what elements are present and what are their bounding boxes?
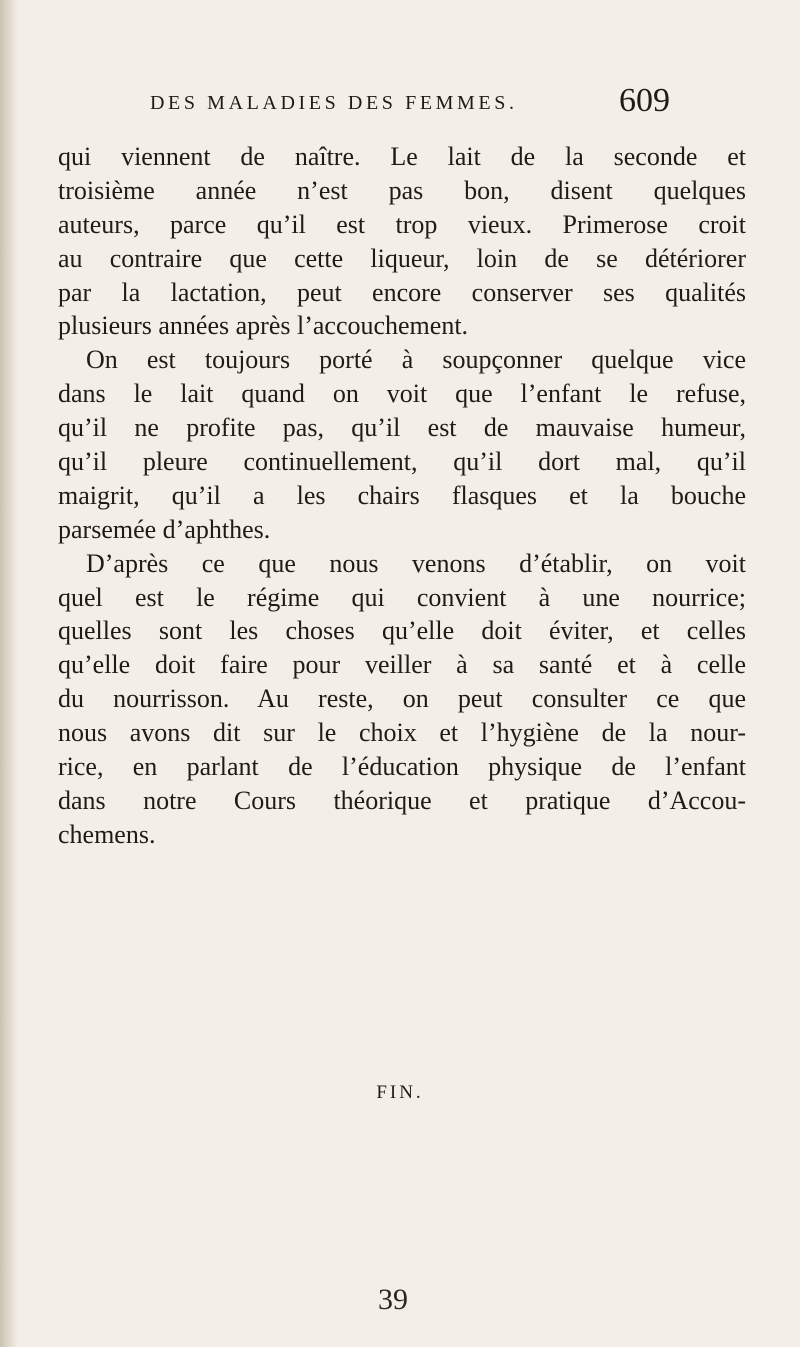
text-line: qu’il ne profite pas, qu’il est de mauvaise humeur, [58,413,746,443]
page-number: 609 [619,82,670,119]
text-line: maigrit, qu’il a les chairs flasques et la bouche [58,480,746,510]
text-line: On est toujours porté à soupçonner quelque vice [86,345,746,375]
text-line: rice, en parlant de l’éducation physique de l’enfant [58,752,746,782]
text-line: auteurs, parce qu’il est trop vieux. Primerose croit [58,209,746,239]
text-line: dans notre Cours théorique et pratique d’Accou- [58,785,746,815]
running-head [150,82,670,122]
text-line: parsemée d’aphthes. [58,514,271,544]
paragraph [58,547,746,852]
paragraph [58,140,746,343]
body-text [58,140,746,852]
text-line: D’après ce que nous venons d’établir, on voit [86,548,746,578]
running-title: DES MALADIES DES FEMMES. [150,92,518,114]
text-line: dans le lait quand on voit que l’enfant le refuse, [58,379,746,409]
text-line: par la lactation, peut encore conserver ses qualités [58,277,746,307]
text-line: nous avons dit sur le choix et l’hygiène de la nour- [58,718,746,748]
paragraph [58,343,746,546]
text-line: qu’il pleure continuellement, qu’il dort mal, qu’il [58,447,746,477]
text-line: troisième année n’est pas bon, disent quelques [58,175,746,205]
text-line: chemens. [58,819,156,849]
closing-fin: FIN. [376,1082,424,1103]
text-line: au contraire que cette liqueur, loin de se détériorer [58,243,746,273]
signature-mark: 39 [378,1283,408,1316]
text-line: plusieurs années après l’accouchement. [58,311,469,341]
text-line: quelles sont les choses qu’elle doit éviter, et celles [58,616,746,646]
text-line: qu’elle doit faire pour veiller à sa santé et à celle [58,650,746,680]
text-line: du nourrisson. Au reste, on peut consulter ce que [58,684,746,714]
text-line: qui viennent de naître. Le lait de la seconde et [58,142,746,171]
text-line: quel est le régime qui convient à une nourrice; [58,582,746,612]
